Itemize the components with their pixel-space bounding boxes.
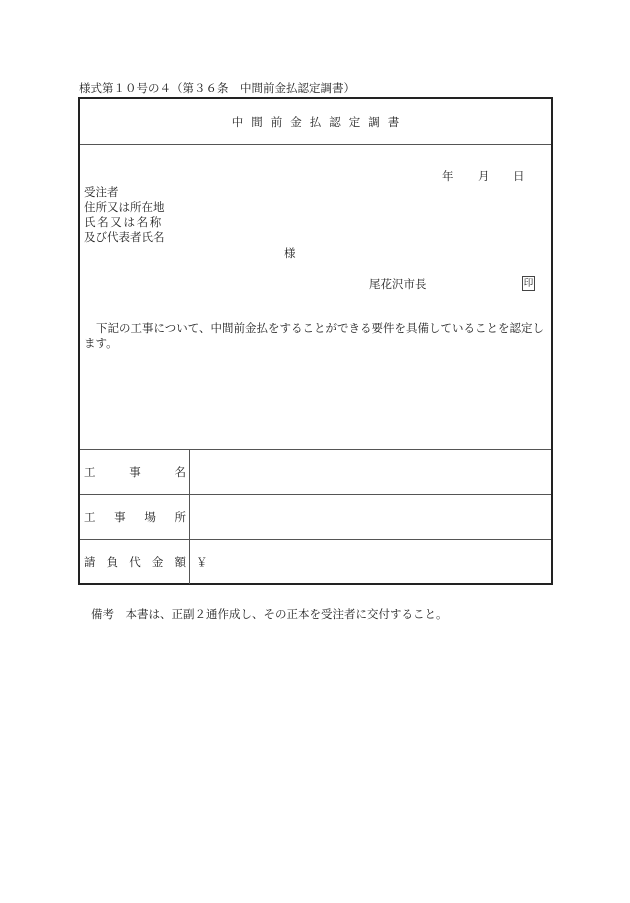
issuer-name: 尾花沢市長 <box>369 277 427 291</box>
form-number-label: 様式第１０号の４（第３６条 中間前金払認定調書） <box>79 81 355 95</box>
work-location-value[interactable] <box>190 495 551 539</box>
recipient-heading: 受注者 <box>84 185 119 199</box>
work-name-value[interactable] <box>190 450 551 494</box>
work-details-table <box>80 449 551 584</box>
contract-amount-value[interactable]: ￥ <box>196 555 208 569</box>
recipient-address-label: 住所又は所在地 <box>84 200 165 214</box>
table-row-work-location <box>80 494 551 539</box>
recipient-name-label: 氏 名 又 は 名 称 <box>84 215 161 229</box>
honorific-sama: 様 <box>284 246 296 260</box>
date-month-label: 月 <box>478 169 490 183</box>
table-row-work-name <box>80 449 551 494</box>
work-name-label: 工 事 名 <box>80 450 190 494</box>
work-location-label: 工 事 場 所 <box>80 495 190 539</box>
certificate-form <box>78 97 553 585</box>
title-row <box>80 99 551 145</box>
document-title: 中間前金払認定調書 <box>231 114 408 129</box>
date-year-label: 年 <box>442 169 454 183</box>
recipient-representative-label: 及び代表者氏名 <box>84 230 165 244</box>
contract-amount-label: 請 負 代 金 額 <box>80 540 190 584</box>
remark-note: 備考 本書は、正副２通作成し、その正本を受注者に交付すること。 <box>91 607 448 621</box>
date-day-label: 日 <box>513 169 525 183</box>
seal-icon: 印 <box>523 278 534 289</box>
certification-statement: 下記の工事について、中間前金払をすることができる要件を具備していることを認定します。 <box>84 321 545 350</box>
table-row-contract-amount <box>80 539 551 584</box>
